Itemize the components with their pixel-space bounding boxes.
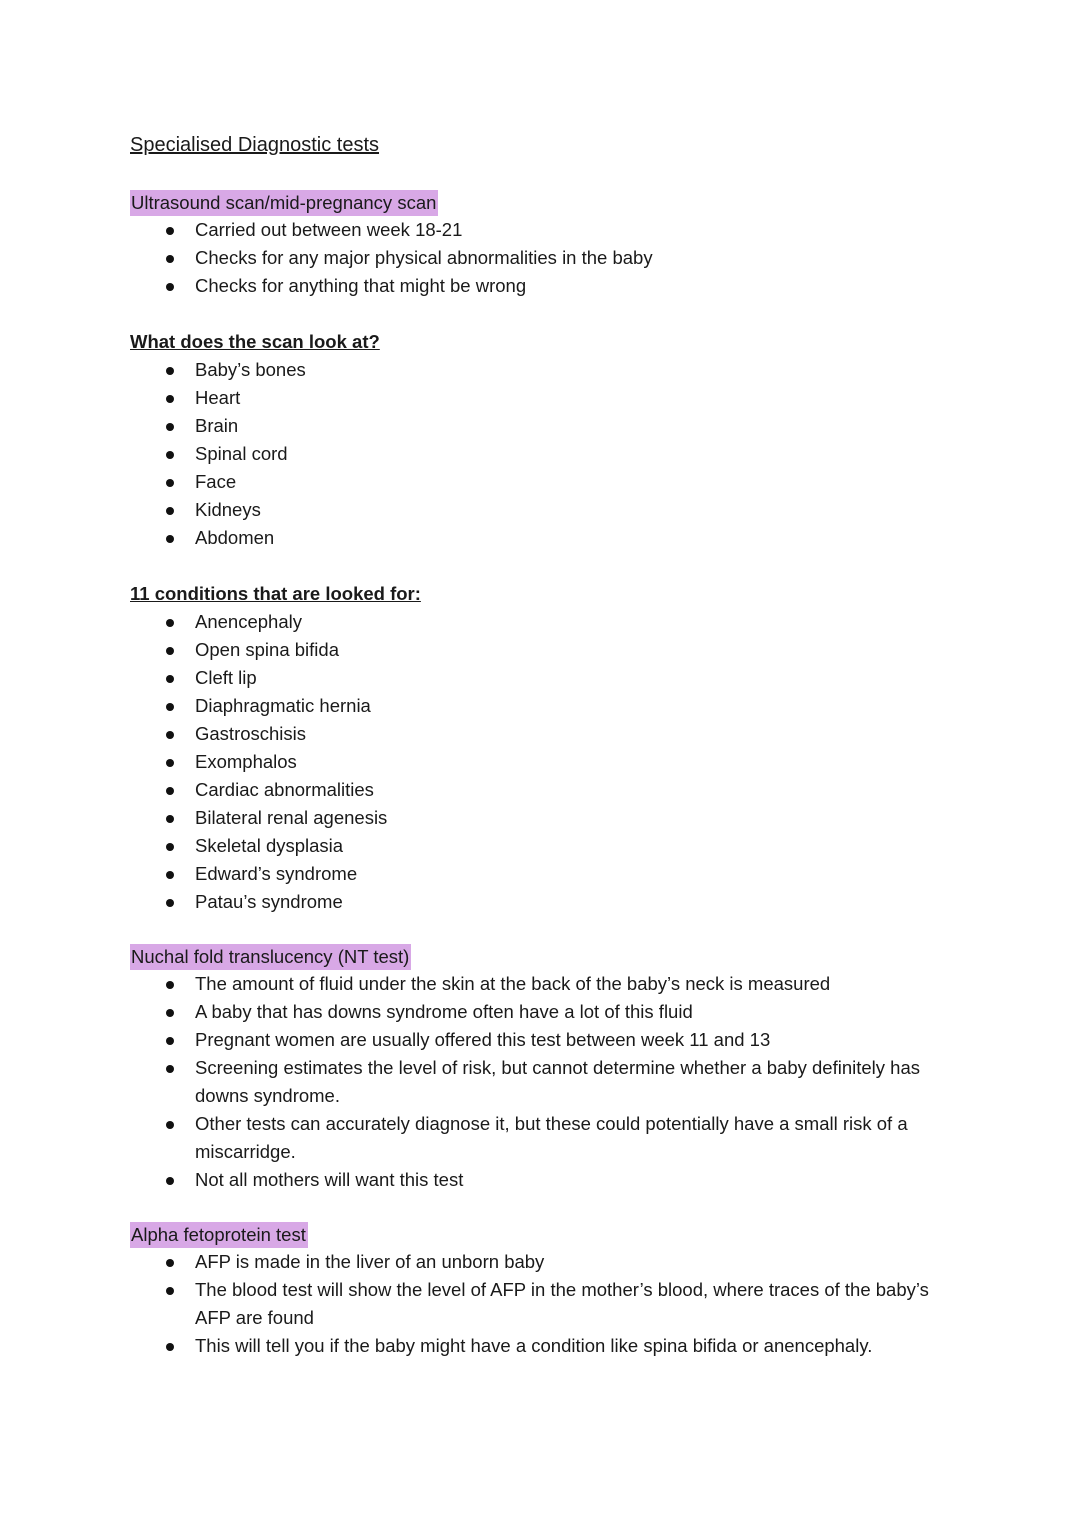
section-conditions <box>130 580 960 916</box>
bullet-icon <box>166 899 174 907</box>
section-heading: 11 conditions that are looked for: <box>130 583 421 604</box>
section-alpha-fetoprotein <box>130 1222 960 1360</box>
list-item-text: Not all mothers will want this test <box>195 1169 464 1190</box>
section-heading: What does the scan look at? <box>130 331 380 352</box>
list-item <box>130 636 960 664</box>
list-item <box>130 860 960 888</box>
list-item-text: The amount of fluid under the skin at the back of the baby’s neck is measured <box>195 973 831 994</box>
bullet-icon <box>166 871 174 879</box>
bullet-icon <box>166 843 174 851</box>
list-item-text: Open spina bifida <box>195 639 339 660</box>
bullet-list <box>130 356 960 552</box>
section-heading: Ultrasound scan/mid-pregnancy scan <box>130 190 438 216</box>
bullet-icon <box>166 283 174 291</box>
bullet-list <box>130 970 960 1194</box>
list-item <box>130 1248 960 1276</box>
document-page <box>130 130 960 1360</box>
list-item-text: Baby’s bones <box>195 359 306 380</box>
bullet-icon <box>166 255 174 263</box>
bullet-icon <box>166 227 174 235</box>
list-item-text: Checks for any major physical abnormalities in the baby <box>195 247 653 268</box>
bullet-icon <box>166 1065 174 1073</box>
list-item-text: AFP is made in the liver of an unborn baby <box>195 1251 545 1272</box>
list-item <box>130 748 960 776</box>
list-item <box>130 524 960 552</box>
bullet-icon <box>166 1343 174 1351</box>
bullet-list <box>130 216 960 300</box>
list-item-text: Bilateral renal agenesis <box>195 807 388 828</box>
section-heading: Alpha fetoprotein test <box>130 1222 308 1248</box>
list-item <box>130 1054 960 1110</box>
list-item-text: Spinal cord <box>195 443 288 464</box>
list-item-text: Checks for anything that might be wrong <box>195 275 527 296</box>
list-item-text: Heart <box>195 387 241 408</box>
list-item <box>130 970 960 998</box>
list-item-text: Skeletal dysplasia <box>195 835 344 856</box>
bullet-icon <box>166 619 174 627</box>
list-item-text: Face <box>195 471 237 492</box>
list-item <box>130 608 960 636</box>
bullet-icon <box>166 815 174 823</box>
list-item <box>130 776 960 804</box>
list-item <box>130 998 960 1026</box>
bullet-icon <box>166 423 174 431</box>
bullet-icon <box>166 395 174 403</box>
bullet-icon <box>166 1287 174 1295</box>
bullet-icon <box>166 703 174 711</box>
bullet-icon <box>166 981 174 989</box>
list-item <box>130 1026 960 1054</box>
list-item-text: Anencephaly <box>195 611 302 632</box>
list-item <box>130 412 960 440</box>
list-item <box>130 468 960 496</box>
bullet-icon <box>166 1009 174 1017</box>
list-item <box>130 272 960 300</box>
list-item <box>130 1110 960 1166</box>
list-item-text: Other tests can accurately diagnose it, but these could potentially have a small risk of a miscarridge. <box>195 1113 908 1162</box>
list-item <box>130 720 960 748</box>
bullet-icon <box>166 535 174 543</box>
bullet-icon <box>166 647 174 655</box>
list-item-text: Gastroschisis <box>195 723 307 744</box>
list-item <box>130 664 960 692</box>
list-item-text: Carried out between week 18-21 <box>195 219 463 240</box>
section-heading: Nuchal fold translucency (NT test) <box>130 944 411 970</box>
list-item <box>130 804 960 832</box>
bullet-icon <box>166 731 174 739</box>
bullet-icon <box>166 479 174 487</box>
list-item-text: Abdomen <box>195 527 275 548</box>
bullet-icon <box>166 507 174 515</box>
list-item-text: Brain <box>195 415 239 436</box>
list-item-text: Screening estimates the level of risk, but cannot determine whether a baby definitely has downs syndrome. <box>195 1057 920 1106</box>
list-item <box>130 244 960 272</box>
bullet-icon <box>166 787 174 795</box>
bullet-icon <box>166 1177 174 1185</box>
document-title: Specialised Diagnostic tests <box>130 134 380 156</box>
list-item <box>130 440 960 468</box>
list-item-text: Pregnant women are usually offered this test between week 11 and 13 <box>195 1029 771 1050</box>
bullet-icon <box>166 675 174 683</box>
list-item-text: Edward’s syndrome <box>195 863 358 884</box>
bullet-list <box>130 608 960 916</box>
list-item <box>130 692 960 720</box>
list-item <box>130 496 960 524</box>
list-item-text: Exomphalos <box>195 751 297 772</box>
list-item <box>130 832 960 860</box>
list-item-text: Kidneys <box>195 499 261 520</box>
list-item <box>130 888 960 916</box>
list-item-text: Cleft lip <box>195 667 257 688</box>
list-item <box>130 1276 960 1332</box>
list-item-text: The blood test will show the level of AFP in the mother’s blood, where traces of the baby’s AFP are found <box>195 1279 929 1328</box>
list-item-text: This will tell you if the baby might have a condition like spina bifida or anencephaly. <box>195 1335 873 1356</box>
list-item <box>130 216 960 244</box>
bullet-icon <box>166 451 174 459</box>
bullet-icon <box>166 1121 174 1129</box>
list-item-text: Cardiac abnormalities <box>195 779 374 800</box>
bullet-icon <box>166 367 174 375</box>
section-ultrasound <box>130 190 960 300</box>
list-item <box>130 1166 960 1194</box>
section-scan-looks-at <box>130 328 960 552</box>
list-item <box>130 356 960 384</box>
list-item <box>130 1332 960 1360</box>
section-nuchal-fold <box>130 944 960 1194</box>
bullet-list <box>130 1248 960 1360</box>
list-item-text: A baby that has downs syndrome often have a lot of this fluid <box>195 1001 693 1022</box>
bullet-icon <box>166 1037 174 1045</box>
list-item-text: Patau’s syndrome <box>195 891 343 912</box>
list-item <box>130 384 960 412</box>
bullet-icon <box>166 1259 174 1267</box>
bullet-icon <box>166 759 174 767</box>
list-item-text: Diaphragmatic hernia <box>195 695 371 716</box>
